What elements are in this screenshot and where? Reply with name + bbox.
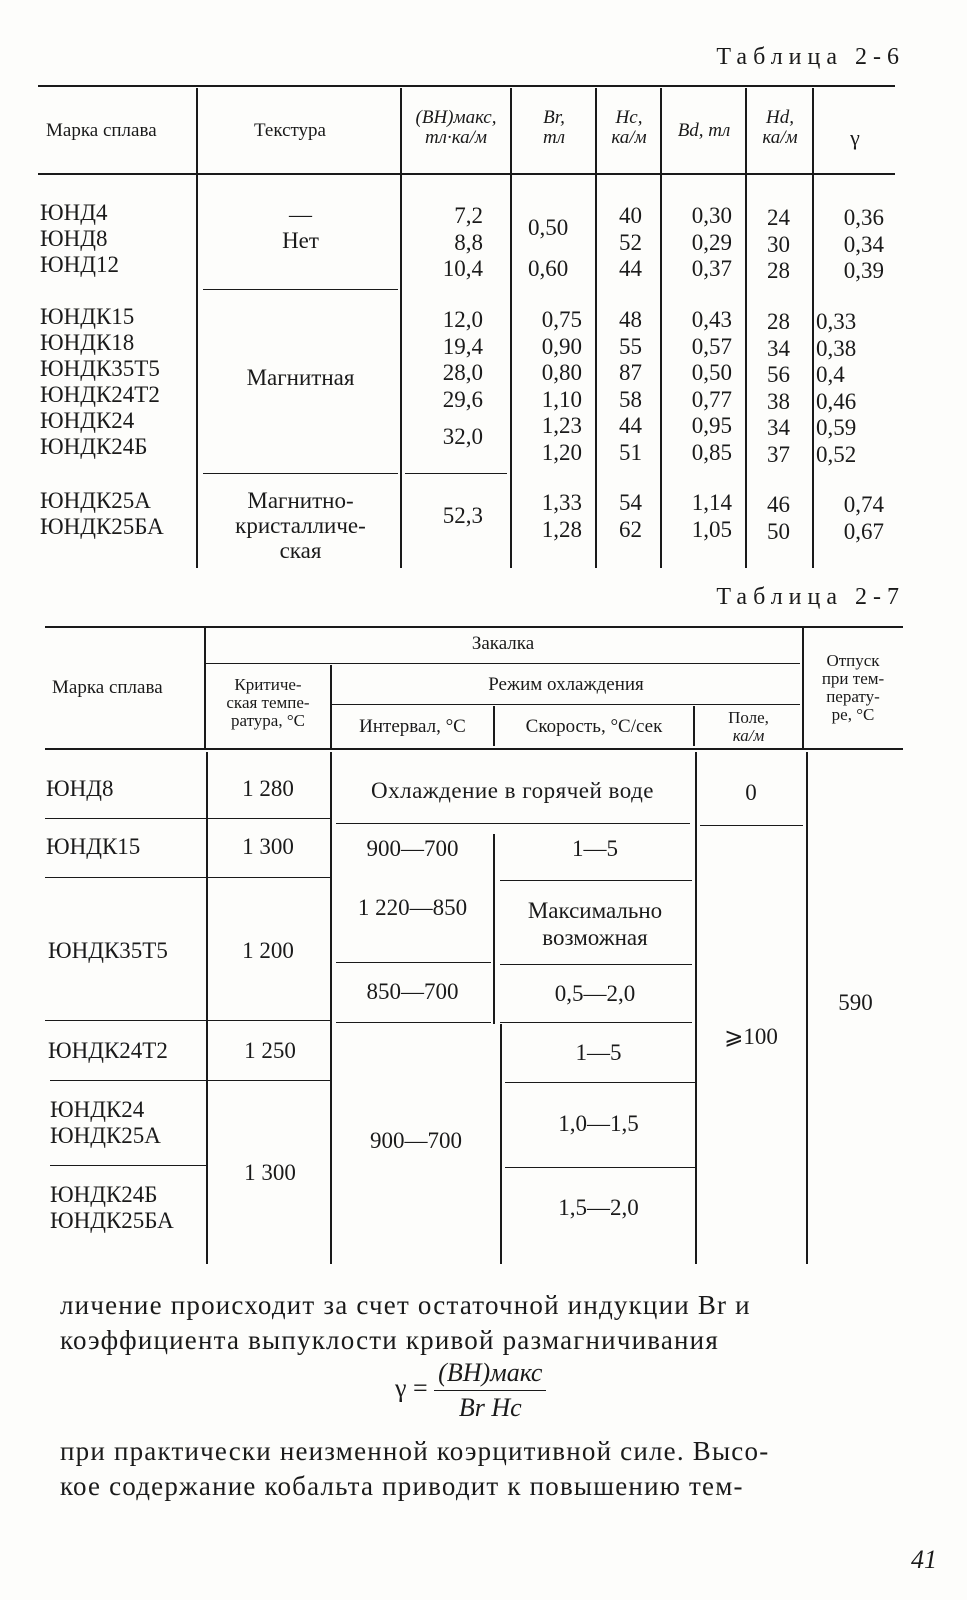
- paragraph-1: [60, 1288, 940, 1358]
- t27-r3-crit: 1 200: [242, 938, 294, 963]
- t27-r6-alloys: ЮНДК24Б ЮНДК25БА: [50, 1182, 174, 1233]
- t27-header-field: Поле, ка/м: [728, 708, 769, 745]
- group1-hc: 40 52 44: [619, 203, 642, 281]
- table-2-7-header-rule: [45, 748, 903, 750]
- t27-r1-alloy: ЮНД8: [46, 776, 114, 801]
- t27-r3-alloy: ЮНДК35Т5: [48, 938, 168, 963]
- t27-r5-speed: 1,0—1,5: [558, 1111, 639, 1136]
- header-gamma: γ: [850, 125, 860, 150]
- t27-r3-speed-b: 0,5—2,0: [554, 981, 636, 1006]
- table-2-6-header-rule: [38, 173, 895, 175]
- group2-hd: 28 34 56 38 34 37: [767, 309, 790, 467]
- paragraph-2-line-1: при практически неизменной коэрцитивной силе. Высо-: [60, 1436, 770, 1466]
- group2-bd: 0,43 0,57 0,50 0,77 0,95 0,85: [691, 307, 732, 465]
- header-hd-unit: ка/м: [762, 127, 798, 148]
- group3-br: 1,33 1,28: [541, 490, 582, 542]
- group2-alloys: ЮНДК15 ЮНДК18 ЮНДК35Т5 ЮНДК24Т2 ЮНДК24 ЮНДК24Б: [40, 304, 160, 459]
- table-2-6-top-rule: [38, 85, 895, 87]
- group1-hd: 24 30 28: [767, 205, 790, 283]
- t27-r2-speed: 1—5: [572, 836, 618, 861]
- t27-r5-alloys: ЮНДК24 ЮНДК25А: [50, 1097, 161, 1148]
- group3-texture: Магнитно- кристалличе- ская: [235, 488, 366, 563]
- group1-bh: 7,2 8,8 10,4: [442, 203, 483, 281]
- t27-r4-alloy: ЮНДК24Т2: [48, 1038, 168, 1063]
- group2-gamma: 0,33 0,38 0,4 0,46 0,59 0,52: [816, 309, 857, 467]
- t27-tempering-merged: 590: [838, 990, 873, 1015]
- t27-r1-cooling: Охлаждение в горячей воде: [370, 778, 654, 803]
- group3-hd: 46 50: [767, 492, 790, 544]
- group2-texture: Магнитная: [246, 365, 355, 390]
- t27-r2-interval: 900—700: [366, 836, 459, 861]
- group2-bh: 12,0 19,4 28,0 29,6: [442, 307, 483, 412]
- paragraph-2-line-2: кое содержание кобальта приводит к повышению тем-: [60, 1471, 744, 1501]
- formula-lhs: γ =: [395, 1373, 428, 1403]
- group2-hc: 48 55 87 58 44 51: [619, 307, 642, 465]
- group1-bd: 0,30 0,29 0,37: [691, 203, 732, 281]
- group1-alloys: ЮНД4 ЮНД8 ЮНД12: [40, 200, 119, 277]
- t27-r6-speed: 1,5—2,0: [558, 1195, 639, 1220]
- gamma-formula: [395, 1358, 546, 1423]
- group3-alloys: ЮНДК25А ЮНДК25БА: [40, 488, 164, 539]
- t27-r2-alloy: ЮНДК15: [46, 834, 141, 859]
- header-hc: Hc,: [615, 107, 643, 128]
- t27-header-interval: Интервал, °С: [359, 716, 466, 737]
- t27-r56-interval: 900—700: [370, 1128, 462, 1153]
- group1-br-b: 0,60: [528, 256, 569, 281]
- t27-header-quench: Закалка: [471, 633, 535, 654]
- group3-bh: 52,3: [442, 503, 483, 528]
- table-2-7-top-rule: [45, 626, 903, 628]
- t27-r3-interval-a: 1 220—850: [357, 895, 468, 920]
- table-2-7-caption: Таблица 2-7: [716, 584, 905, 610]
- formula-denominator: Br Hc: [458, 1393, 522, 1422]
- t27-r2-crit: 1 300: [242, 834, 294, 859]
- group3-gamma: 0,74 0,67: [843, 492, 884, 544]
- t27-header-cooling-mode: Режим охлаждения: [488, 674, 644, 695]
- header-alloy: Марка сплава: [46, 120, 157, 141]
- t27-r1-field: 0: [745, 780, 757, 805]
- t27-header-critical-temp: Критиче- ская темпе- ратура, °С: [226, 675, 310, 730]
- t27-r4-crit: 1 250: [244, 1038, 296, 1063]
- group1-texture: — Нет: [282, 202, 319, 253]
- group1-gamma: 0,36 0,34 0,39: [843, 205, 884, 283]
- t27-field-merged: ⩾100: [724, 1024, 778, 1049]
- header-hd: Hd,: [766, 107, 794, 128]
- t27-header-tempering: Отпуск при тем- перату- ре, °С: [821, 651, 885, 724]
- t27-r56-crit: 1 300: [244, 1160, 296, 1185]
- group3-bd: 1,14 1,05: [691, 490, 732, 542]
- t27-r3-speed-a: Максимально возможная: [527, 898, 663, 950]
- t27-r3-interval-b: 850—700: [366, 979, 459, 1004]
- t27-header-alloy: Марка сплава: [52, 677, 163, 698]
- header-br-unit: тл: [542, 127, 565, 148]
- header-bd: Bd, тл: [677, 120, 731, 141]
- group2-bh-last: 32,0: [442, 424, 483, 449]
- table-2-6-caption: Таблица 2-6: [716, 44, 905, 70]
- group1-br-a: 0,50: [528, 215, 569, 240]
- paragraph-2: [60, 1434, 940, 1504]
- page-number: 41: [911, 1545, 937, 1574]
- header-texture: Текстура: [254, 120, 326, 141]
- paragraph-1-line-2: коэффициента выпуклости кривой размагничивания: [60, 1325, 719, 1355]
- header-hc-unit: ка/м: [611, 127, 647, 148]
- header-br: Br,: [543, 107, 565, 128]
- t27-r4-speed: 1—5: [575, 1040, 622, 1065]
- group2-br: 0,75 0,90 0,80 1,10 1,23 1,20: [541, 307, 582, 465]
- paragraph-1-line-1: личение происходит за счет остаточной индукции Br и: [60, 1290, 751, 1320]
- t27-header-speed: Скорость, °С/сек: [525, 716, 663, 737]
- group3-hc: 54 62: [619, 490, 642, 542]
- t27-r1-crit: 1 280: [242, 776, 294, 801]
- header-bh-unit: тл·ка/м: [424, 127, 488, 148]
- formula-numerator: (BH)макс: [434, 1358, 546, 1391]
- header-bh: (BH)макс,: [415, 107, 497, 128]
